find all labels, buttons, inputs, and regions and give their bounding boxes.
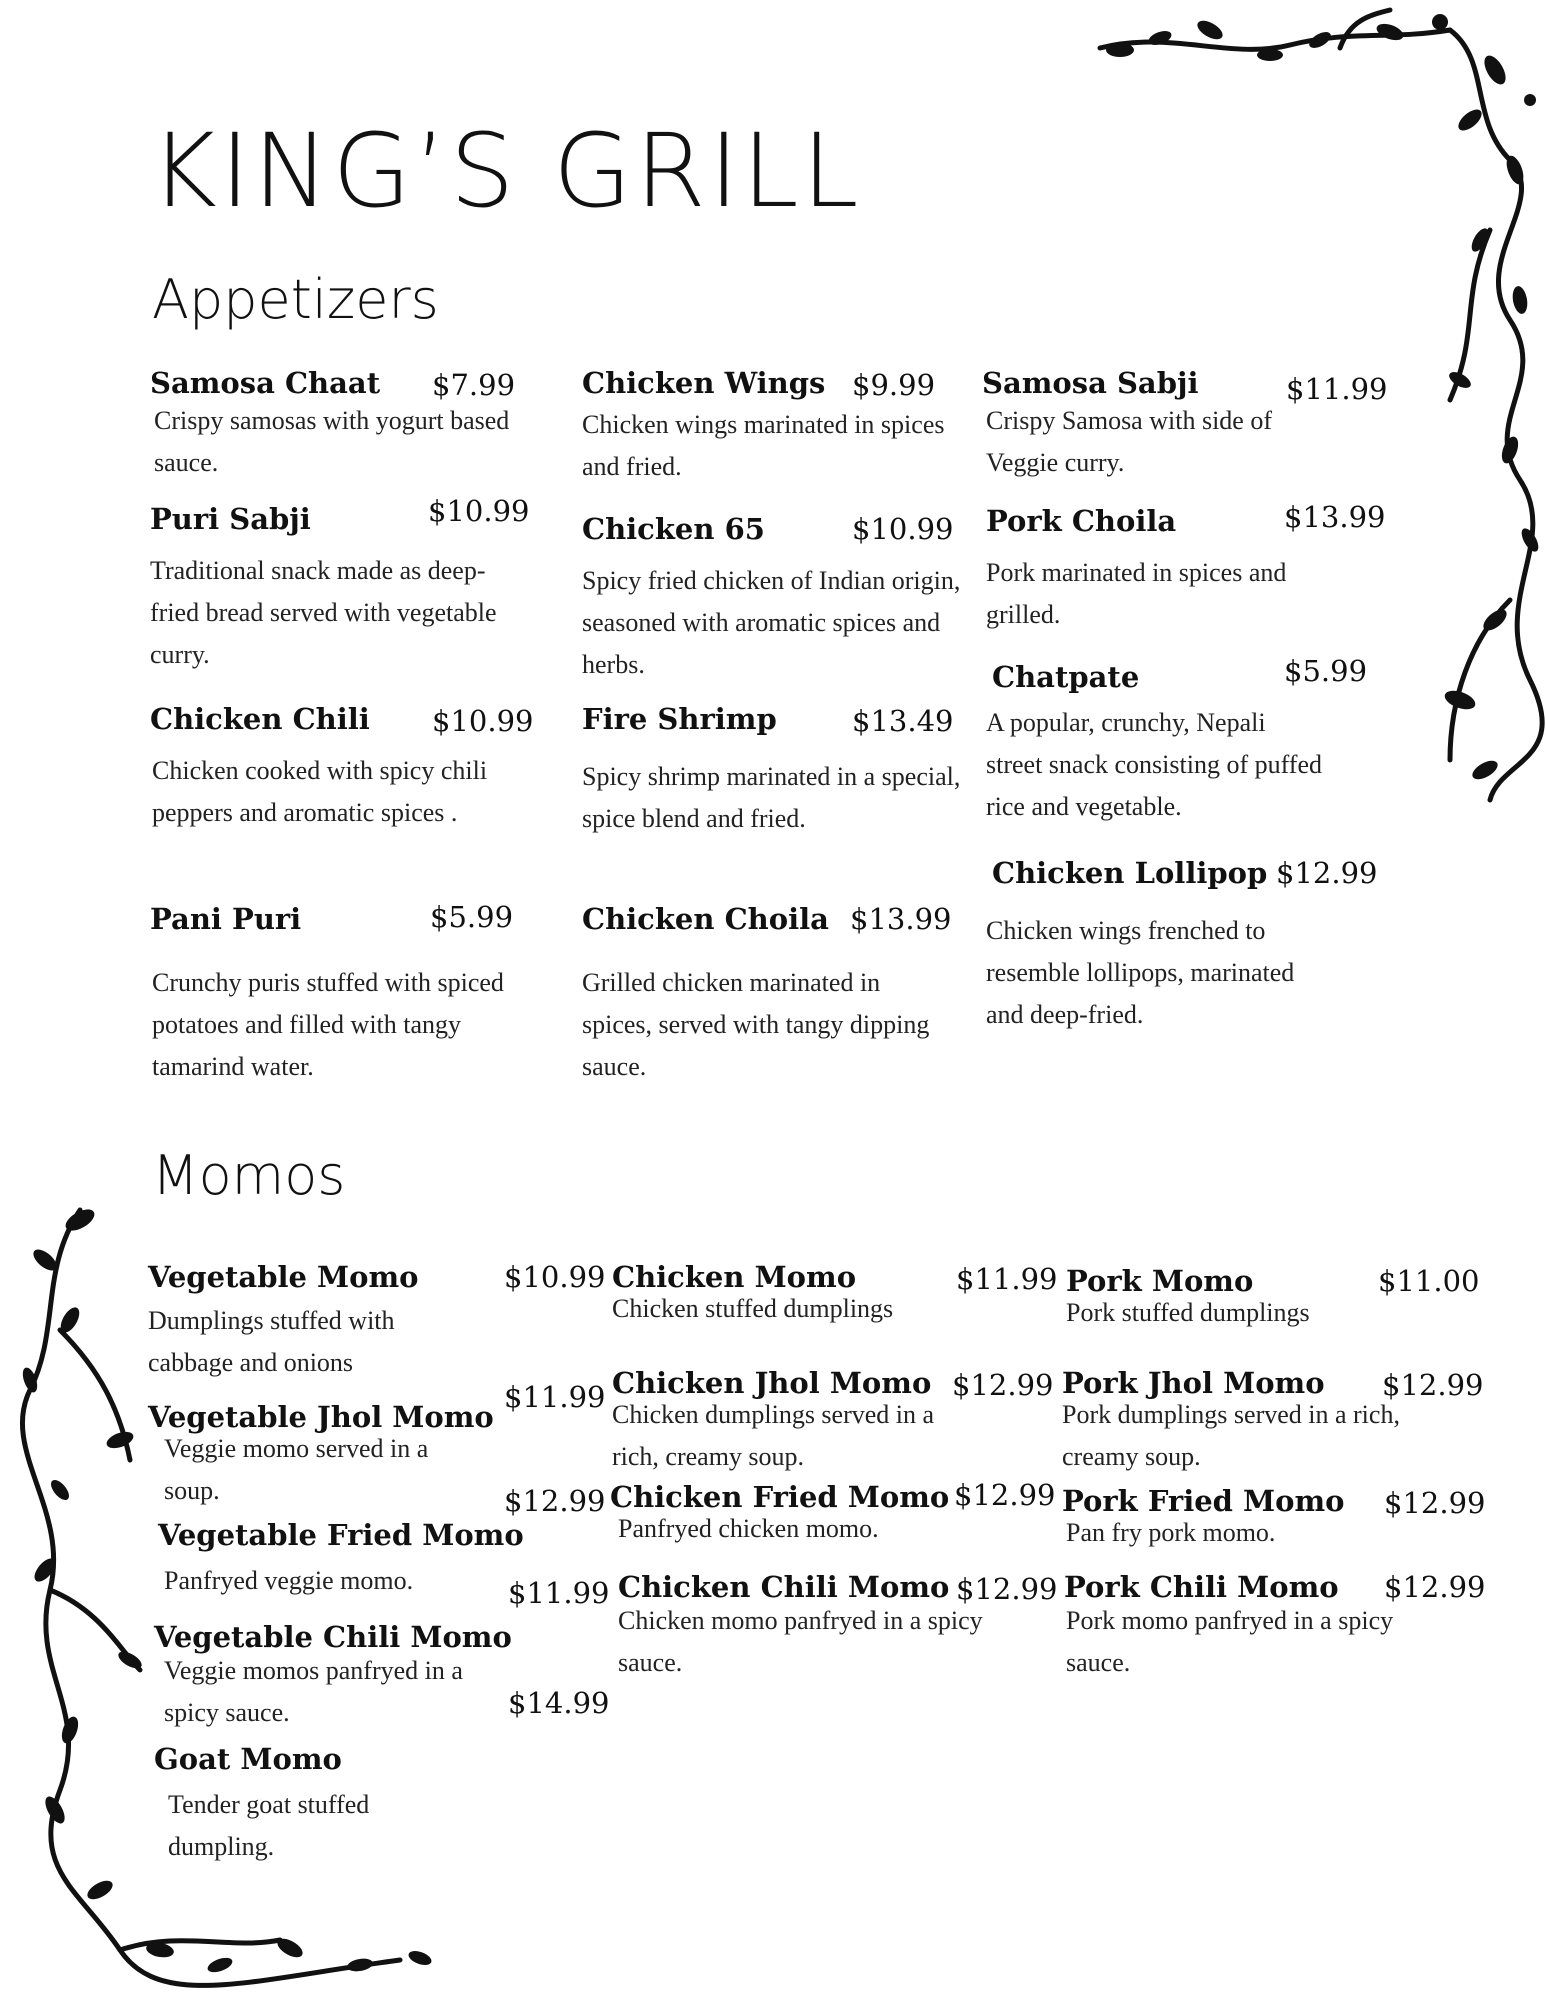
item-description: Tender goat stuffed dumpling. (168, 1790, 370, 1861)
item-name: Samosa Sabji (982, 366, 1199, 400)
item-description: Veggie momos panfryed in a spicy sauce. (164, 1656, 463, 1727)
menu-item (1066, 1264, 1486, 1334)
item-description: Spicy fried chicken of Indian origin, seasoned with aromatic spices and herbs. (582, 566, 961, 679)
item-name: Chicken 65 (582, 512, 765, 546)
item-price: $11.99 (508, 1576, 610, 1610)
item-description: Crunchy puris stuffed with spiced potatoes and filled with tangy tamarind water. (152, 968, 504, 1081)
item-name: Pork Choila (986, 504, 1177, 538)
item-description: Pan fry pork momo. (1066, 1518, 1276, 1547)
menu-item (582, 512, 1002, 686)
item-price: $10.99 (428, 494, 530, 528)
item-name: Pork Fried Momo (1062, 1484, 1345, 1518)
menu-item (148, 1260, 606, 1384)
item-name: Chicken Momo (612, 1260, 857, 1294)
menu-item (610, 1478, 1056, 1550)
momos-heading: Momos (152, 1144, 346, 1207)
item-name: Puri Sabji (150, 502, 311, 536)
menu-item (618, 1570, 1058, 1684)
item-name: Pork Chili Momo (1064, 1570, 1339, 1604)
item-price: $14.99 (508, 1686, 610, 1720)
item-price: $5.99 (430, 900, 514, 934)
menu-item (612, 1260, 1058, 1330)
item-price: $12.99 (956, 1572, 1058, 1606)
menu-item (1064, 1570, 1484, 1684)
item-description: Chicken stuffed dumplings (612, 1294, 894, 1323)
item-price: $12.99 (1382, 1368, 1484, 1402)
item-name: Pork Jhol Momo (1062, 1366, 1325, 1400)
item-description: Pork stuffed dumplings (1066, 1298, 1310, 1327)
item-price: $10.99 (504, 1260, 606, 1294)
item-price: $12.99 (954, 1478, 1056, 1512)
item-description: Dumplings stuffed with cabbage and onions (148, 1306, 395, 1377)
menu-item (1062, 1484, 1486, 1554)
item-price: $10.99 (432, 704, 534, 738)
item-price: $9.99 (852, 368, 936, 402)
item-name: Chicken Chili (150, 702, 370, 736)
menu-item (986, 856, 1412, 1036)
item-name: Chicken Jhol Momo (612, 1366, 932, 1400)
item-description: Spicy shrimp marinated in a special, spice blend and fried. (582, 762, 961, 833)
item-name: Vegetable Chili Momo (154, 1620, 512, 1654)
item-description: Crispy Samosa with side of Veggie curry. (986, 406, 1272, 477)
item-name: Chicken Lollipop (992, 856, 1268, 890)
item-price: $12.99 (1384, 1570, 1486, 1604)
item-description: Grilled chicken marinated in spices, served with tangy dipping sauce. (582, 968, 930, 1081)
item-price: $12.99 (1384, 1486, 1486, 1520)
menu-item (582, 366, 1002, 488)
item-price: $13.49 (852, 704, 954, 738)
menu-item (982, 366, 1402, 484)
item-name: Chicken Choila (582, 902, 829, 936)
menu-item (582, 902, 1002, 1088)
item-name: Chicken Wings (582, 366, 826, 400)
appetizers-heading: Appetizers (152, 268, 439, 331)
menu-item (150, 366, 570, 484)
item-price: $11.00 (1378, 1264, 1480, 1298)
item-description: Panfryed chicken momo. (618, 1514, 879, 1543)
item-price: $11.99 (504, 1380, 606, 1414)
item-name: Chicken Chili Momo (618, 1570, 950, 1604)
item-price: $12.99 (952, 1368, 1054, 1402)
item-name: Fire Shrimp (582, 702, 777, 736)
item-price: $10.99 (852, 512, 954, 546)
item-price: $11.99 (956, 1262, 1058, 1296)
item-description: A popular, crunchy, Nepali street snack consisting of puffed rice and vegetable. (986, 708, 1322, 821)
item-description: Chicken dumplings served in a rich, creamy soup. (612, 1400, 935, 1471)
item-name: Vegetable Fried Momo (158, 1518, 524, 1552)
item-description: Chicken wings frenched to resemble lollipops, marinated and deep-fried. (986, 916, 1295, 1029)
menu-item (150, 902, 570, 1088)
item-price: $11.99 (1286, 372, 1388, 406)
item-name: Vegetable Jhol Momo (148, 1400, 494, 1434)
item-description: Traditional snack made as deep-fried bread served with vegetable curry. (150, 556, 497, 669)
item-price: $13.99 (1284, 500, 1386, 534)
item-name: Vegetable Momo (148, 1260, 419, 1294)
item-description: Pork momo panfryed in a spicy sauce. (1066, 1606, 1394, 1677)
item-description: Veggie momo served in a soup. (164, 1434, 429, 1505)
menu-item (986, 654, 1412, 828)
item-price: $12.99 (1276, 856, 1378, 890)
item-price: $7.99 (432, 368, 516, 402)
menu-item (150, 702, 570, 834)
item-name: Goat Momo (154, 1742, 342, 1776)
item-description: Chicken momo panfryed in a spicy sauce. (618, 1606, 983, 1677)
item-name: Chatpate (992, 660, 1140, 694)
item-description: Chicken cooked with spicy chili peppers and aromatic spices . (152, 756, 488, 827)
menu-item (150, 494, 570, 676)
menu-item (612, 1366, 1054, 1478)
item-price: $12.99 (504, 1484, 606, 1518)
menu-item (986, 500, 1406, 636)
item-name: Samosa Chaat (150, 366, 381, 400)
menu-item (1062, 1366, 1482, 1478)
item-name: Pani Puri (150, 902, 302, 936)
item-description: Pork marinated in spices and grilled. (986, 558, 1287, 629)
item-price: $13.99 (850, 902, 952, 936)
item-description: Pork dumplings served in a rich, creamy soup. (1062, 1400, 1400, 1471)
restaurant-title: KING’S GRILL (150, 112, 862, 231)
item-description: Panfryed veggie momo. (164, 1566, 414, 1595)
item-name: Pork Momo (1066, 1264, 1254, 1298)
item-description: Crispy samosas with yogurt based sauce. (154, 406, 510, 477)
menu-item (582, 702, 1002, 840)
item-name: Chicken Fried Momo (610, 1480, 950, 1514)
item-description: Chicken wings marinated in spices and fried. (582, 410, 945, 481)
item-price: $5.99 (1284, 654, 1368, 688)
